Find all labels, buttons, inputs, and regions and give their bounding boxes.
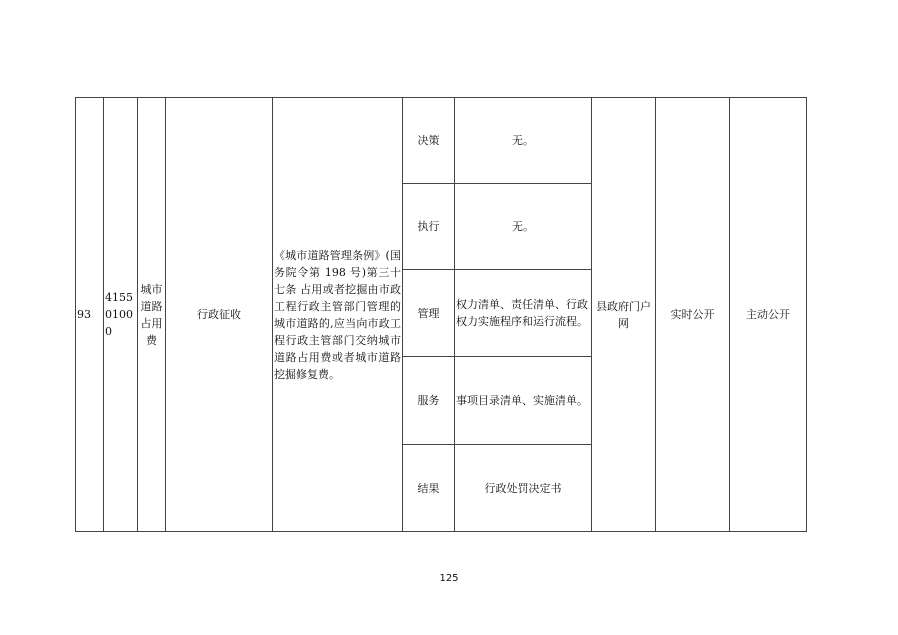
legal-basis-cell: 《城市道路管理条例》(国务院令第 198 号)第三十七条 占用或者挖掘由市政工程行政主管部门管理的城市道路的,应当向市政工程行政主管部门交纳城市道路占用费或者城市道路挖掘修复费。 [273, 98, 403, 532]
stage-label: 执行 [403, 184, 455, 270]
stage-label: 管理 [403, 270, 455, 357]
stage-label: 决策 [403, 98, 455, 184]
stage-content: 无。 [455, 98, 592, 184]
stage-content: 权力清单、责任清单、行政权力实施程序和运行流程。 [455, 270, 592, 357]
category-cell: 行政征收 [166, 98, 273, 532]
code-cell: 415501000 [104, 98, 138, 532]
stage-content: 事项目录清单、实施清单。 [455, 357, 592, 445]
item-name-cell: 城市道路占用费 [138, 98, 166, 532]
stage-label: 结果 [403, 445, 455, 532]
time-limit-cell: 实时公开 [656, 98, 730, 532]
seq-cell: 93 [76, 98, 104, 532]
page-number: 125 [439, 573, 459, 584]
stage-content: 无。 [455, 184, 592, 270]
stage-label: 服务 [403, 357, 455, 445]
table-row [76, 98, 807, 184]
disclosure-type-cell: 主动公开 [730, 98, 807, 532]
stage-content: 行政处罚决定书 [455, 445, 592, 532]
channel-cell: 县政府门户网 [592, 98, 656, 532]
disclosure-table [75, 97, 807, 532]
